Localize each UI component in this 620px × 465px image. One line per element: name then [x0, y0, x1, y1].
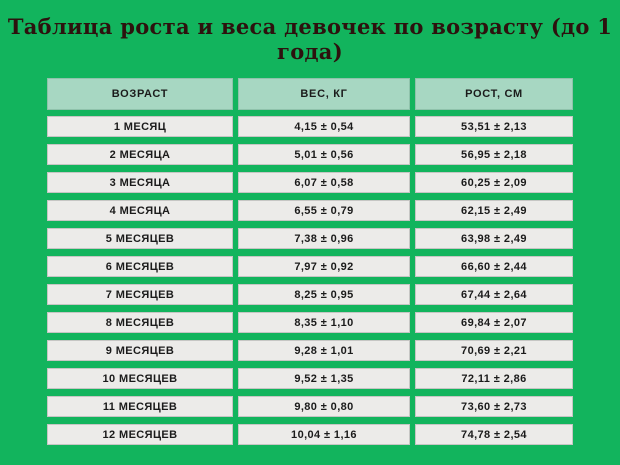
age-cell: 6 МЕСЯЦЕВ	[47, 256, 233, 277]
age-cell: 3 МЕСЯЦА	[47, 172, 233, 193]
height-cell: 60,25 ± 2,09	[415, 172, 573, 193]
height-cell: 70,69 ± 2,21	[415, 340, 573, 361]
height-cell: 72,11 ± 2,86	[415, 368, 573, 389]
column-header-height: РОСТ, СМ	[415, 78, 573, 110]
page-title: Таблица роста и веса девочек по возрасту (до 1 года)	[7, 14, 613, 64]
growth-table	[47, 78, 573, 445]
table-row	[47, 116, 573, 137]
table-row	[47, 144, 573, 165]
age-cell: 7 МЕСЯЦЕВ	[47, 284, 233, 305]
height-cell: 74,78 ± 2,54	[415, 424, 573, 445]
weight-cell: 8,35 ± 1,10	[238, 312, 410, 333]
table-row	[47, 172, 573, 193]
age-cell: 1 МЕСЯЦ	[47, 116, 233, 137]
table-row	[47, 340, 573, 361]
table-row	[47, 368, 573, 389]
column-header-age: ВОЗРАСТ	[47, 78, 233, 110]
weight-cell: 4,15 ± 0,54	[238, 116, 410, 137]
height-cell: 69,84 ± 2,07	[415, 312, 573, 333]
age-cell: 4 МЕСЯЦА	[47, 200, 233, 221]
table-row	[47, 396, 573, 417]
weight-cell: 7,97 ± 0,92	[238, 256, 410, 277]
table-row	[47, 200, 573, 221]
height-cell: 73,60 ± 2,73	[415, 396, 573, 417]
column-header-weight: ВЕС, КГ	[238, 78, 410, 110]
table-row	[47, 424, 573, 445]
table-row	[47, 228, 573, 249]
height-cell: 66,60 ± 2,44	[415, 256, 573, 277]
weight-cell: 10,04 ± 1,16	[238, 424, 410, 445]
height-cell: 67,44 ± 2,64	[415, 284, 573, 305]
height-cell: 56,95 ± 2,18	[415, 144, 573, 165]
weight-cell: 8,25 ± 0,95	[238, 284, 410, 305]
age-cell: 8 МЕСЯЦЕВ	[47, 312, 233, 333]
weight-cell: 7,38 ± 0,96	[238, 228, 410, 249]
age-cell: 10 МЕСЯЦЕВ	[47, 368, 233, 389]
age-cell: 12 МЕСЯЦЕВ	[47, 424, 233, 445]
weight-cell: 5,01 ± 0,56	[238, 144, 410, 165]
height-cell: 63,98 ± 2,49	[415, 228, 573, 249]
table-row	[47, 256, 573, 277]
table-row	[47, 284, 573, 305]
weight-cell: 9,80 ± 0,80	[238, 396, 410, 417]
age-cell: 2 МЕСЯЦА	[47, 144, 233, 165]
table-row	[47, 312, 573, 333]
weight-cell: 6,55 ± 0,79	[238, 200, 410, 221]
table-body	[47, 116, 573, 445]
weight-cell: 6,07 ± 0,58	[238, 172, 410, 193]
weight-cell: 9,52 ± 1,35	[238, 368, 410, 389]
height-cell: 53,51 ± 2,13	[415, 116, 573, 137]
age-cell: 11 МЕСЯЦЕВ	[47, 396, 233, 417]
weight-cell: 9,28 ± 1,01	[238, 340, 410, 361]
height-cell: 62,15 ± 2,49	[415, 200, 573, 221]
table-header-row	[47, 78, 573, 110]
age-cell: 9 МЕСЯЦЕВ	[47, 340, 233, 361]
age-cell: 5 МЕСЯЦЕВ	[47, 228, 233, 249]
